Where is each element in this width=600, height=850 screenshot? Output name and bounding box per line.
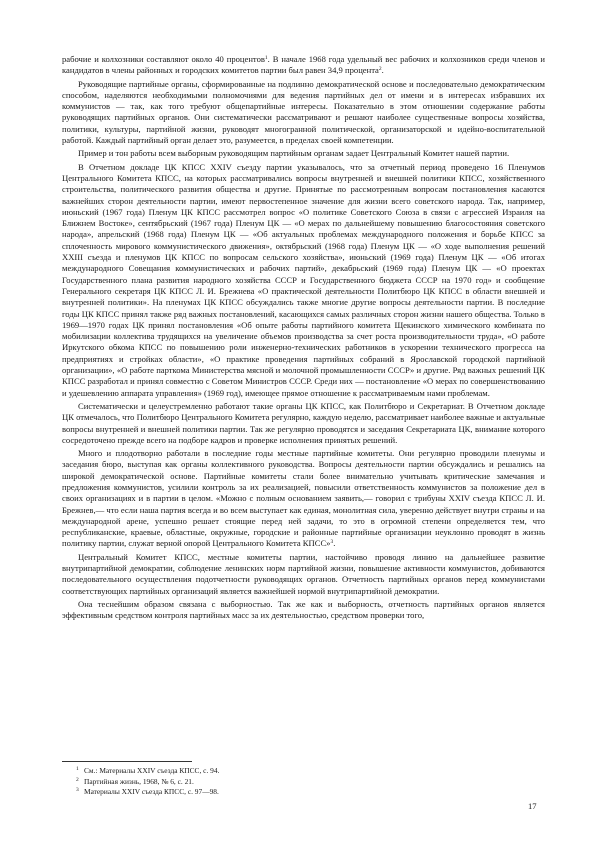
paragraph-2: Руководящие партийные органы, сформированные на подлинно демократической основе и последовательно демократическим способом, наделяются необходимыми полномочиями для ведения партийных дел от имени и в интересах избравших их коммунистов — так, как того требуют общепартийные интересы. Показательно в этом отношении содержание работы руководящих партийных органов. Они систематически рассматривают и решают наиболее существенные вопросы хозяйства, политики, культуры, партийной жизни, руководят многогранной политической, организаторской и идейно-воспитательной работой. Каждый партийный орган делает это, разумеется, в пределах своей компетенции. bbox=[62, 78, 545, 146]
paragraph-4: В Отчетном докладе ЦК КПСС XXIV съезду партии указывалось, что за отчетный период проведено 16 Пленумов Центрального Комитета КПСС, на которых рассматривались вопросы внутренней и внешней политики КПСС, хозяйственного строительства, политического развития общества и другие. Принятые по рассмотренным вопросам постановления касаются важнейших сторон деятельности партии, имеют первостепенное значение для жизни всего советского народа. Так, например, июньский (1967 года) Пленум ЦК КПСС рассмотрел вопрос «О политике Советского Союза в связи с агрессией Израиля на Ближнем Востоке», сентябрьский (1967 года) Пленум ЦК — «О мерах по дальнейшему повышению благосостояния советского народа», апрельский (1968 года) Пленум ЦК — «Об актуальных проблемах международного положения и борьбе КПСС за сплоченность мирового коммунистического движения», октябрьский (1968 года) Пленум ЦК — «О ходе выполнения решений XXIII съезда и пленумов ЦК КПСС по вопросам сельского хозяйства», июньский (1969 года) Пленум ЦК — «Об итогах международного Совещания коммунистических и рабочих партий», декабрьский (1969 года) Пленум ЦК — «О проектах Государственного плана развития народного хозяйства СССР и Государственного бюджета СССР на 1970 год» и сообщение Генерального секретаря ЦК КПСС Л. И. Брежнева «О практической деятельности Политбюро ЦК КПСС в области внешней и внутренней политики». На пленумах ЦК КПСС обсуждались также многие другие вопросы деятельности партии. В последние годы ЦК КПСС принял также ряд важных постановлений, касающихся самых различных сторон жизни нашего общества. Только в 1969—1970 годах ЦК принял постановления «Об опыте работы партийного комитета Щекинского химического комбината по мобилизации коллектива трудящихся на увеличение объемов производства за счет роста производительности труда», «О работе Иркутского обкома КПСС по повышению роли инженерно-технических работников в ускорении технического прогресса на предприятиях и стройках области», «О практике проведения партийных собраний в Ярославской городской партийной организации», «О работе парткома Министерства мясной и молочной промышленности СССР» и другие. Ряд важных решений ЦК КПСС разработал и принял совместно с Советом Министров СССР. Среди них — постановление «О мерах по совершенствованию и удешевлению аппарата управления» (1969 год), имеющее прямое отношение к рассматриваемым нами проблемам. bbox=[62, 161, 545, 398]
footnote-2: 2 Партийная жизнь, 1968, № 6, с. 21. bbox=[76, 776, 194, 786]
paragraph-5: Систематически и целеустремленно работают такие органы ЦК КПСС, как Политбюро и Секретариат. В Отчетном докладе ЦК отмечалось, что Политбюро Центрального Комитета регулярно, каждую неделю, рассматривает наиболее важные и актуальные вопросы внутренней и внешней политики партии. Так же регулярно проводятся и заседания Секретариата ЦК, внимание которого сосредоточено прежде всего на подборе кадров и проверке исполнения принятых решений. bbox=[62, 400, 545, 445]
paragraph-7: Центральный Комитет КПСС, местные комитеты партии, настойчиво проводя линию на дальнейшее развитие внутрипартийной демократии, соблюдение ленинских норм партийной жизни, повышение активности коммунистов, добиваются последовательного осуществления подотчетности руководящих органов. Отчетность партийных органов перед коммунистами соответствующих партийных организаций является важнейшей нормой внутрипартийной демократии. bbox=[62, 551, 545, 596]
footnote-number: 2 bbox=[76, 776, 79, 783]
page-body bbox=[62, 54, 545, 624]
footnote-divider bbox=[62, 761, 192, 762]
footnote-3: 3 Материалы XXIV съезда КПСС, с. 97—98. bbox=[76, 787, 219, 797]
footnote-ref-2[interactable]: 2 bbox=[378, 66, 382, 73]
footnote-ref-3[interactable]: 3 bbox=[330, 539, 334, 546]
paragraph-3: Пример и тон работы всем выборным руководящим партийным органам задает Центральный Комитет нашей партии. bbox=[78, 148, 510, 159]
footnote-ref-1[interactable]: 1 bbox=[264, 55, 268, 61]
paragraph-8: Она теснейшим образом связана с выборностью. Так же как и выборность, отчетность партийных органов является эффективным средством контроля партийных масс за их деятельностью, средством проверки того, bbox=[62, 598, 545, 621]
paragraph-1: рабочие и колхозники составляют около 40 процентов$^1$. В начале 1968 года удельный вес рабочих и колхозников среди членов и кандидатов в члены районных и городских комитетов партии был равен 34,9 процента$^2$. bbox=[62, 54, 545, 76]
page-number: 17 bbox=[528, 801, 537, 811]
paragraph-6: Много и плодотворно работали в последние годы местные партийные комитеты. Они регулярно проводили пленумы и заседания бюро, выступая как органы коллективного руководства. Вопросы деятельности партии обсуждались и решались на широкой демократической основе. Партийные комитеты стали более внимательно учитывать критические замечания и предложения коммунистов, усилили контроль за их реализацией, повысили ответственность коммунистов за положение дел в своих организациях и в партии в целом. «Можно с полным основанием заявить,— говорил с трибуны XXIV съезда КПСС Л. И. Брежнев,— что если наша партия всегда и во всем выступает как единая, монолитная сила, уверенно действует внутри страны и на международной арене, успешно решает стоящие перед ней задачи, то это в огромной степени определяется тем, что республиканские, краевые, областные, окружные, городские и районные партийные организации неуклонно проводят в жизнь политику партии, служат верной опорой Центрального Комитета КПСС»$^3$. bbox=[62, 448, 545, 549]
footnote-1: 1 См.: Материалы XXIV съезда КПСС, с. 94. bbox=[76, 766, 220, 775]
footnote-number: 3 bbox=[76, 787, 79, 794]
footnote-number: 1 bbox=[76, 766, 79, 772]
footnotes bbox=[62, 761, 545, 798]
